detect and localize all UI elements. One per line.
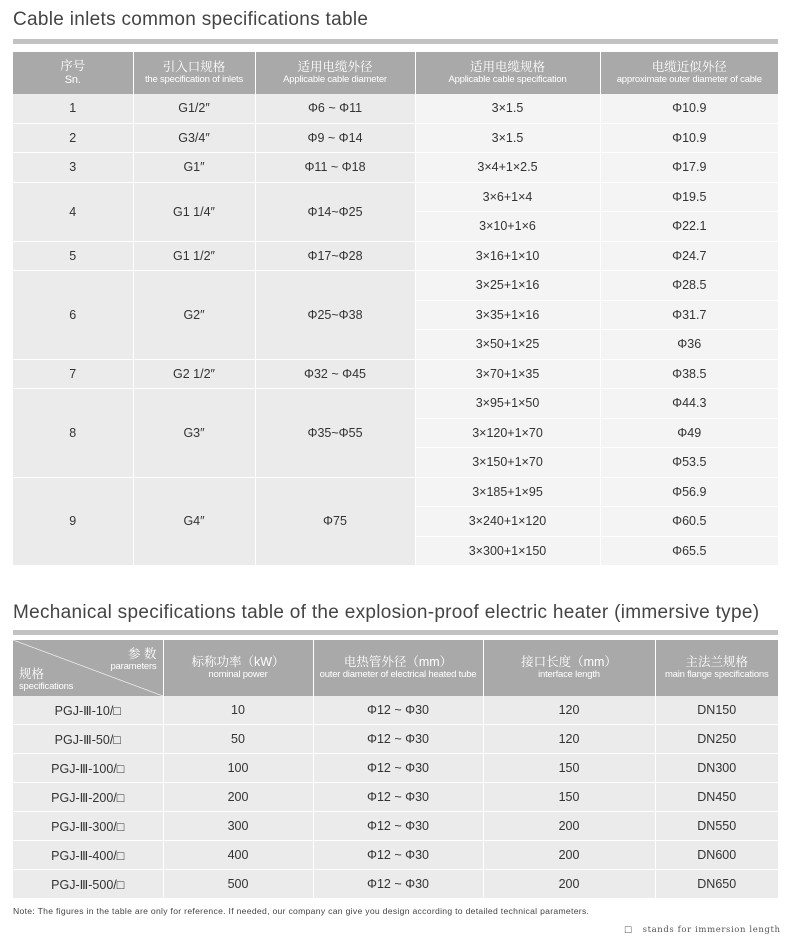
outer-diameter-cell: Φ60.5 [600,507,778,537]
table-row [13,841,778,870]
model-cell: PGJ-Ⅲ-400/□ [13,841,163,870]
table-row [13,696,778,725]
nominal-power-cell: 300 [163,812,313,841]
model-cell: PGJ-Ⅲ-200/□ [13,783,163,812]
table-row [13,182,778,212]
sn-cell: 6 [13,271,133,360]
nominal-power-cell: 50 [163,725,313,754]
interface-length-cell: 150 [483,754,655,783]
outer-diameter-cell: Φ36 [600,330,778,360]
nominal-power-cell: 400 [163,841,313,870]
tube-diameter-cell: Φ12 ~ Φ30 [313,841,483,870]
cable-spec-cell: 3×120+1×70 [415,418,600,448]
outer-diameter-cell: Φ56.9 [600,477,778,507]
inlet-spec-cell: G1/2″ [133,94,255,123]
square-icon: □ [624,925,633,935]
interface-length-cell: 150 [483,783,655,812]
outer-diameter-cell: Φ19.5 [600,182,778,212]
interface-length-cell: 120 [483,725,655,754]
table-row [13,812,778,841]
table-row [13,123,778,153]
main-flange-cell: DN250 [655,725,778,754]
tube-diameter-cell: Φ12 ~ Φ30 [313,812,483,841]
inlet-spec-cell: G1 1/2″ [133,241,255,271]
header-sn: 序号 Sn. [13,52,133,94]
table-row [13,271,778,301]
main-flange-cell: DN150 [655,696,778,725]
model-cell: PGJ-Ⅲ-500/□ [13,870,163,899]
header-interface-length: 接口长度（mm） interface length [483,640,655,696]
cable-spec-cell: 3×70+1×35 [415,359,600,389]
cable-diameter-cell: Φ32 ~ Φ45 [255,359,415,389]
header-main-flange: 主法兰规格 main flange specifications [655,640,778,696]
cable-table-title: Cable inlets common specifications table [13,9,369,30]
outer-diameter-cell: Φ38.5 [600,359,778,389]
cable-diameter-cell: Φ25~Φ38 [255,271,415,360]
nominal-power-cell: 200 [163,783,313,812]
main-flange-cell: DN600 [655,841,778,870]
sn-cell: 1 [13,94,133,123]
cable-diameter-cell: Φ9 ~ Φ14 [255,123,415,153]
cable-spec-cell: 3×1.5 [415,123,600,153]
cable-spec-cell: 3×185+1×95 [415,477,600,507]
model-cell: PGJ-Ⅲ-100/□ [13,754,163,783]
header-cable-spec: 适用电缆规格 Applicable cable specification [415,52,600,94]
header-row [13,52,778,94]
inlet-spec-cell: G2″ [133,271,255,360]
cable-spec-cell: 3×10+1×6 [415,212,600,242]
cable-diameter-cell: Φ35~Φ55 [255,389,415,478]
cable-table-body [13,94,778,566]
inlet-spec-cell: G2 1/2″ [133,359,255,389]
model-cell: PGJ-Ⅲ-300/□ [13,812,163,841]
cable-spec-cell: 3×50+1×25 [415,330,600,360]
outer-diameter-cell: Φ28.5 [600,271,778,301]
nominal-power-cell: 100 [163,754,313,783]
legend-text: stands for immersion length [642,925,781,935]
table-row [13,754,778,783]
footnote: Note: The figures in the table are only for reference. If needed, our company can give you design according to detailed technical parameters. [13,906,590,916]
table-row [13,725,778,754]
cable-spec-cell: 3×95+1×50 [415,389,600,419]
sn-cell: 3 [13,153,133,183]
main-flange-cell: DN550 [655,812,778,841]
outer-diameter-cell: Φ10.9 [600,123,778,153]
header-inlet-spec: 引入口规格 the specification of inlets [133,52,255,94]
mechanical-specs-table [13,640,778,899]
cable-spec-cell: 3×6+1×4 [415,182,600,212]
cable-spec-cell: 3×240+1×120 [415,507,600,537]
sn-cell: 8 [13,389,133,478]
table-row [13,241,778,271]
outer-diameter-cell: Φ24.7 [600,241,778,271]
cable-spec-cell: 3×35+1×16 [415,300,600,330]
inlet-spec-cell: G3/4″ [133,123,255,153]
model-cell: PGJ-Ⅲ-50/□ [13,725,163,754]
sn-cell: 7 [13,359,133,389]
cable-spec-cell: 3×4+1×2.5 [415,153,600,183]
table-row [13,870,778,899]
interface-length-cell: 120 [483,696,655,725]
tube-diameter-cell: Φ12 ~ Φ30 [313,870,483,899]
mech-table-title: Mechanical specifications table of the explosion-proof electric heater (immersive type) [13,602,760,623]
outer-diameter-cell: Φ49 [600,418,778,448]
model-cell: PGJ-Ⅲ-10/□ [13,696,163,725]
sn-cell: 2 [13,123,133,153]
cable-inlets-table [13,52,778,566]
cable-spec-cell: 3×25+1×16 [415,271,600,301]
inlet-spec-cell: G1″ [133,153,255,183]
cable-spec-cell: 3×300+1×150 [415,536,600,566]
cable-spec-cell: 3×16+1×10 [415,241,600,271]
tube-diameter-cell: Φ12 ~ Φ30 [313,754,483,783]
outer-diameter-cell: Φ65.5 [600,536,778,566]
outer-diameter-cell: Φ10.9 [600,94,778,123]
outer-diameter-cell: Φ31.7 [600,300,778,330]
sn-cell: 4 [13,182,133,241]
cable-diameter-cell: Φ11 ~ Φ18 [255,153,415,183]
main-flange-cell: DN650 [655,870,778,899]
table-row [13,783,778,812]
tube-diameter-cell: Φ12 ~ Φ30 [313,725,483,754]
header-tube-diameter: 电热管外径（mm） outer diameter of electrical heated tube [313,640,483,696]
sn-cell: 5 [13,241,133,271]
cable-spec-cell: 3×1.5 [415,94,600,123]
legend [624,925,781,935]
outer-diameter-cell: Φ22.1 [600,212,778,242]
cable-spec-cell: 3×150+1×70 [415,448,600,478]
table-row [13,94,778,123]
header-outer-diameter: 电缆近似外径 approximate outer diameter of cable [600,52,778,94]
outer-diameter-cell: Φ53.5 [600,448,778,478]
inlet-spec-cell: G3″ [133,389,255,478]
outer-diameter-cell: Φ17.9 [600,153,778,183]
header-cable-diameter: 适用电缆外径 Applicable cable diameter [255,52,415,94]
main-flange-cell: DN450 [655,783,778,812]
inlet-spec-cell: G4″ [133,477,255,566]
interface-length-cell: 200 [483,841,655,870]
tube-diameter-cell: Φ12 ~ Φ30 [313,696,483,725]
main-flange-cell: DN300 [655,754,778,783]
interface-length-cell: 200 [483,812,655,841]
outer-diameter-cell: Φ44.3 [600,389,778,419]
interface-length-cell: 200 [483,870,655,899]
title-divider [13,630,778,635]
table-row [13,389,778,419]
tube-diameter-cell: Φ12 ~ Φ30 [313,783,483,812]
title-divider [13,39,778,44]
nominal-power-cell: 500 [163,870,313,899]
header-row [13,640,778,696]
cable-diameter-cell: Φ75 [255,477,415,566]
cable-diameter-cell: Φ14~Φ25 [255,182,415,241]
cable-diameter-cell: Φ17~Φ28 [255,241,415,271]
table-row [13,359,778,389]
header-corner-diagonal: 参 数 parameters 规格 specifications [13,640,163,696]
sn-cell: 9 [13,477,133,566]
table-row [13,153,778,183]
nominal-power-cell: 10 [163,696,313,725]
header-nominal-power: 标称功率（kW） nominal power [163,640,313,696]
cable-diameter-cell: Φ6 ~ Φ11 [255,94,415,123]
table-row [13,477,778,507]
inlet-spec-cell: G1 1/4″ [133,182,255,241]
mech-table-body [13,696,778,899]
